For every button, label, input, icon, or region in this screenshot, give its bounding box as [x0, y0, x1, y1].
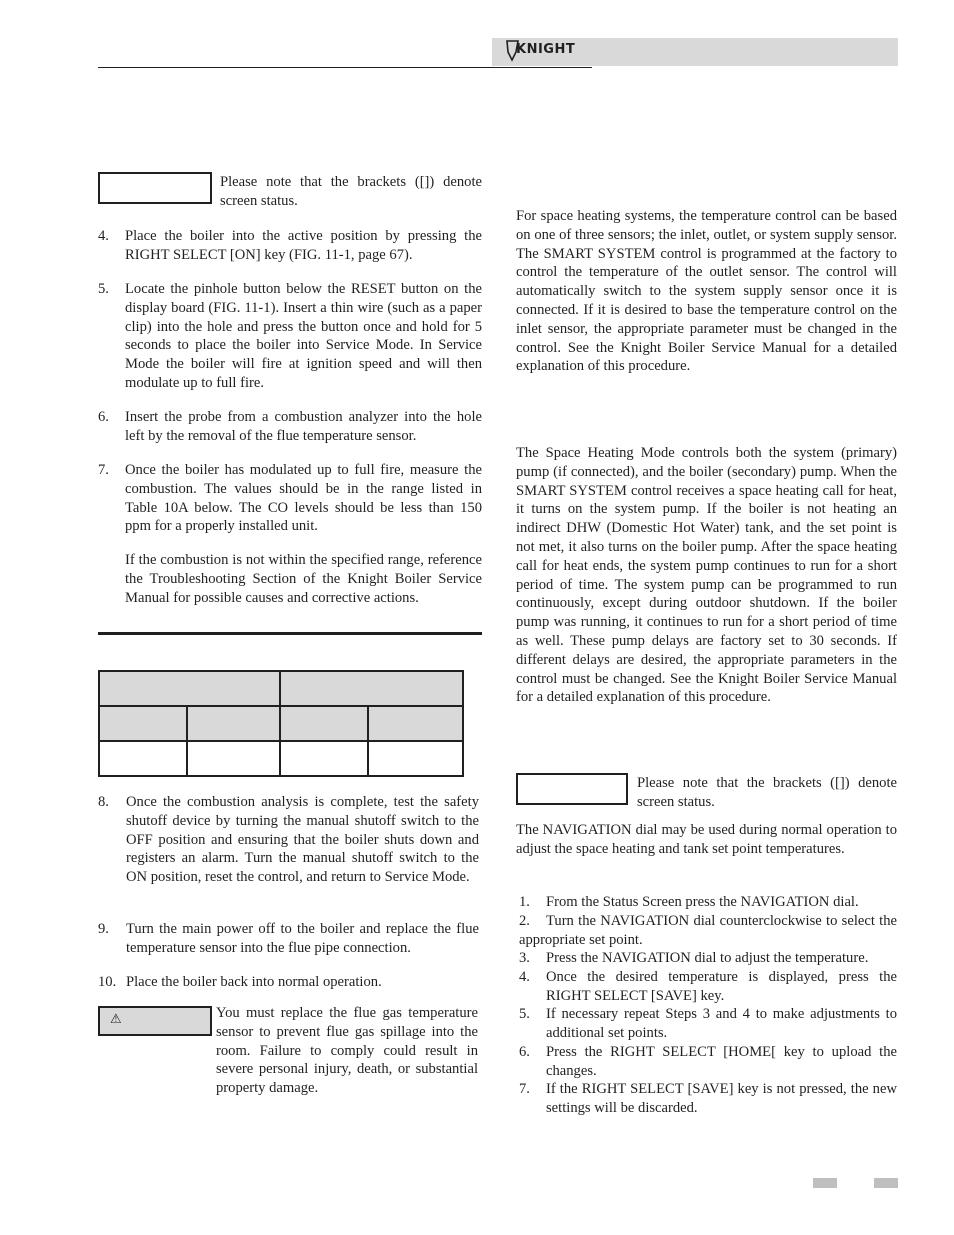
brand-wordmark: KNIGHT: [516, 42, 576, 57]
table-subheader-cell: [99, 706, 187, 741]
header-rule: [98, 67, 592, 68]
sensor-paragraph: For space heating systems, the temperature control can be based on one of three sensors; the inlet, outlet, or system supply sensor. The SMART SYSTEM control is programmed at the factory to control the temperature of the outlet sensor. The control will automatically switch to the system supply sensor once it is connected. If it is desired to base the temperature control on the inlet sensor, the appropriate parameter must be changed in the control. See the Knight Boiler Service Manual for a detailed explanation of this procedure.: [516, 208, 897, 375]
step-text: Insert the probe from a combustion analyzer into the hole left by the removal of the flue temperature sensor.: [125, 409, 482, 444]
step-text: Turn the NAVIGATION dial counterclockwise to select the appropriate set point.: [519, 913, 897, 948]
step7-paragraph: If the combustion is not within the specified range, reference the Troubleshooting Section of the Knight Boiler Service Manual for possible causes and corrective actions.: [125, 552, 482, 606]
table-header-cell: [99, 671, 280, 706]
step-number: 3.: [519, 950, 530, 966]
step-number: 4.: [98, 228, 109, 244]
warning-label-box: [98, 1006, 212, 1036]
step-text: Once the boiler has modulated up to full fire, measure the combustion. The values should be in the range listed in Table 10A below. The CO levels should be less than 150 ppm for a properly installed unit.: [125, 462, 482, 535]
step-text: If necessary repeat Steps 3 and 4 to make adjustments to additional set points.: [546, 1006, 897, 1041]
step-number: 5.: [519, 1006, 530, 1022]
note-text: Please note that the brackets ([]) denote screen status.: [637, 775, 897, 810]
table-subheader-cell: [187, 706, 280, 741]
step-number: 9.: [98, 921, 109, 937]
navigation-paragraph: The NAVIGATION dial may be used during normal operation to adjust the space heating and tank set point temperatures.: [516, 822, 897, 857]
table-cell: [187, 741, 280, 776]
section-rule: [98, 632, 482, 635]
step-number: 6.: [519, 1044, 530, 1060]
table-subheader-cell: [280, 706, 368, 741]
step-text: Once the desired temperature is displayed, press the RIGHT SELECT [SAVE] key.: [546, 969, 897, 1004]
table-cell: [280, 741, 368, 776]
note-text: Please note that the brackets ([]) denote screen status.: [220, 174, 482, 209]
step-text: Place the boiler into the active position by pressing the RIGHT SELECT [ON] key (FIG. 11-1, page 67).: [125, 228, 482, 263]
step-text: From the Status Screen press the NAVIGATION dial.: [546, 894, 859, 910]
step-number: 7.: [98, 462, 109, 478]
note-label-box: [516, 773, 628, 805]
step-text: Press the NAVIGATION dial to adjust the temperature.: [546, 950, 869, 966]
table-cell: [368, 741, 463, 776]
step-number: 4.: [519, 969, 530, 985]
step-number: 10.: [98, 974, 117, 990]
knight-logo: [504, 38, 578, 64]
combustion-table: [98, 670, 464, 777]
table-header-cell: [280, 671, 463, 706]
step-text: Press the RIGHT SELECT [HOME[ key to upload the changes.: [546, 1044, 897, 1079]
step-text: Place the boiler back into normal operation.: [126, 974, 382, 990]
table-cell: [99, 741, 187, 776]
note-label-box: [98, 172, 212, 204]
step-text: Once the combustion analysis is complete, test the safety shutoff device by turning the manual shutoff switch to the OFF position and ensuring that the boiler shuts down and registers an alarm. Turn the manual shutoff switch to the ON position, reset the control, and return to Service Mode.: [126, 794, 479, 886]
step-number: 7.: [519, 1081, 530, 1097]
table-subheader-cell: [368, 706, 463, 741]
footer-block: [813, 1178, 837, 1188]
step-text: If the RIGHT SELECT [SAVE] key is not pressed, the new settings will be discarded.: [546, 1081, 897, 1116]
step-number: 1.: [519, 894, 530, 910]
step-text: Turn the main power off to the boiler and replace the flue temperature sensor into the flue pipe connection.: [126, 921, 479, 956]
step-number: 6.: [98, 409, 109, 425]
step-number: 5.: [98, 281, 109, 297]
step-text: Locate the pinhole button below the RESET button on the display board (FIG. 11-1). Insert a thin wire (such as a paper clip) into the hole and press the button once and hold for 5 seconds to place the boiler into Service Mode. In Service Mode the boiler will fire at ignition speed and will then modulate up to full fire.: [125, 281, 482, 391]
list-item: [519, 912, 897, 950]
step-number: 8.: [98, 794, 109, 810]
space-heating-paragraph: The Space Heating Mode controls both the system (primary) pump (if connected), and the boiler (secondary) pump. When the SMART SYSTEM control receives a space heating call for heat, it turns on the system pump. If the boiler is not heating an indirect DHW (Domestic Hot Water) tank, and the set point is not met, it also turns on the boiler pump. After the space heating call for heat ends, the system pump continues to run for a short period of time. The system pump can be programmed to run continuously, except during outdoor shutdown. If the boiler pump was running, it continues to run for a short period of time as well. These pump delays are factory set to 30 seconds. If different delays are desired, the appropriate parameters in the control must be changed. See the Knight Boiler Service Manual for a detailed explanation of this procedure.: [516, 445, 897, 706]
warning-text: You must replace the flue gas temperature sensor to prevent flue gas spillage into the room. Failure to comply could result in severe personal injury, death, or substantial property damage.: [216, 1005, 478, 1097]
warning-triangle-icon: ⚠: [110, 1012, 122, 1027]
footer-block: [874, 1178, 898, 1188]
step-number: 2.: [519, 913, 530, 929]
